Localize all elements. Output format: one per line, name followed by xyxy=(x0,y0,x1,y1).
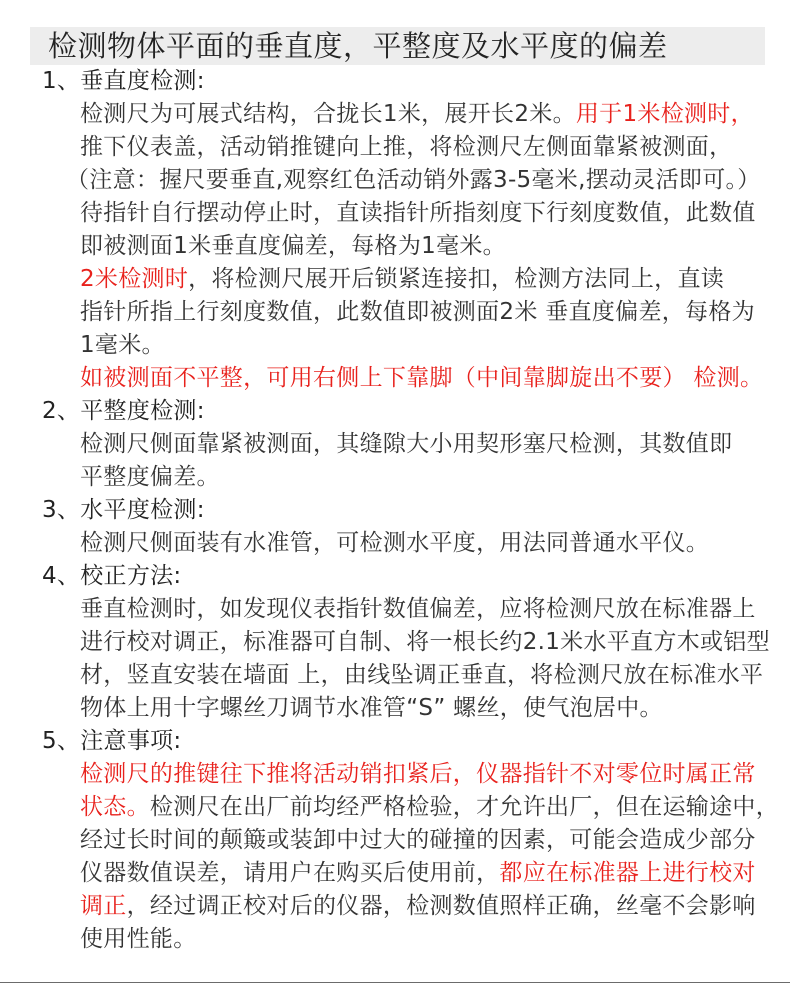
text-line xyxy=(0,296,790,329)
text-line xyxy=(0,263,790,296)
section-flatness-check xyxy=(0,395,790,494)
text-segment: 待指针自行摆动停止时，直读指针所指刻度下行刻度数值，此数值 xyxy=(80,200,756,226)
text-segment: 进行校对调正，标准器可自制、将一根长约2.1米水平直方木或铝型 xyxy=(80,629,770,655)
text-line xyxy=(0,593,790,626)
text-segment: 使用性能。 xyxy=(80,926,197,952)
text-line xyxy=(0,692,790,725)
text-line xyxy=(0,428,790,461)
text-segment: 推下仪表盖，活动销推键向上推，将检测尺左侧面靠紧被测面， xyxy=(80,134,733,160)
highlight-text: 调正 xyxy=(80,893,127,919)
text-line xyxy=(0,857,790,890)
text-line xyxy=(0,329,790,362)
text-line xyxy=(0,197,790,230)
text-segment: 仪器数值误差，请用户在购买后使用前， xyxy=(80,860,500,886)
section-heading: 4、校正方法: xyxy=(42,563,182,589)
section-heading: 5、注意事项: xyxy=(42,728,182,754)
text-line-note xyxy=(0,164,790,197)
section-heading: 3、水平度检测: xyxy=(42,497,205,523)
section-verticality-check xyxy=(0,65,790,395)
text-segment: 检测尺为可展式结构，合拢长1米，展开长2米。 xyxy=(80,101,576,127)
page-title: 检测物体平面的垂直度，平整度及水平度的偏差 xyxy=(48,29,668,63)
highlight-text: 检测尺的推键往下推将活动销扣紧后，仪器指针不对零位时属正常 xyxy=(80,761,756,787)
bottom-rule xyxy=(0,982,790,983)
text-segment: 1毫米。 xyxy=(80,332,165,358)
text-line xyxy=(0,527,790,560)
text-segment: 垂直检测时，如发现仪表指针数值偏差，应将检测尺放在标准器上 xyxy=(80,596,756,622)
text-line xyxy=(0,98,790,131)
section-heading: 2、平整度检测: xyxy=(42,398,205,424)
highlight-text: 2米检测时 xyxy=(80,266,189,292)
highlight-text: 状态。 xyxy=(80,794,150,820)
text-segment: 检测尺在出厂前均经严格检验，才允许出厂，但在运输途中， xyxy=(149,794,780,820)
section-level-check xyxy=(0,494,790,560)
text-segment: ，将检测尺展开后锁紧连接扣，检测方法同上，直读 xyxy=(188,266,725,292)
text-line xyxy=(0,230,790,263)
text-line xyxy=(0,791,790,824)
highlight-text: 用于1米检测时， xyxy=(575,101,754,127)
section-heading: 1、垂直度检测: xyxy=(42,68,205,94)
document-body xyxy=(0,65,790,956)
text-segment: 即被测面1米垂直度偏差，每格为1毫米。 xyxy=(80,233,506,259)
text-line xyxy=(0,362,790,395)
section-calibration-method xyxy=(0,560,790,725)
text-segment: 材，竖直安装在墙面 上，由线坠调正垂直，将检测尺放在标准水平 xyxy=(80,662,764,688)
section-precautions xyxy=(0,725,790,956)
text-line xyxy=(0,758,790,791)
highlight-text: 都应在标准器上进行校对 xyxy=(499,860,756,886)
text-line xyxy=(0,626,790,659)
text-line xyxy=(0,461,790,494)
text-segment: 检测尺侧面靠紧被测面，其缝隙大小用契形塞尺检测，其数值即 xyxy=(80,431,733,457)
text-segment: 经过长时间的颠簸或装卸中过大的碰撞的因素，可能会造成少部分 xyxy=(80,827,756,853)
text-line xyxy=(0,131,790,164)
text-line xyxy=(0,890,790,923)
text-line xyxy=(0,659,790,692)
text-segment: 平整度偏差。 xyxy=(80,464,220,490)
text-segment: （注意：握尺要垂直,观察红色活动销外露3-5毫米,摆动灵活即可。） xyxy=(66,167,761,193)
title-bar xyxy=(30,27,765,65)
text-line xyxy=(0,923,790,956)
text-line xyxy=(0,824,790,857)
text-segment: 检测尺侧面装有水准管，可检测水平度，用法同普通水平仪。 xyxy=(80,530,710,556)
text-segment: 物体上用十字螺丝刀调节水准管“S” 螺丝，使气泡居中。 xyxy=(80,695,663,721)
text-segment: ，经过调正校对后的仪器，检测数值照样正确，丝毫不会影响 xyxy=(126,893,756,919)
highlight-text: 如被测面不平整，可用右侧上下靠脚（中间靠脚旋出不要） 检测。 xyxy=(80,365,764,391)
text-segment: 指针所指上行刻度数值，此数值即被测面2米 垂直度偏差，每格为 xyxy=(80,299,755,325)
